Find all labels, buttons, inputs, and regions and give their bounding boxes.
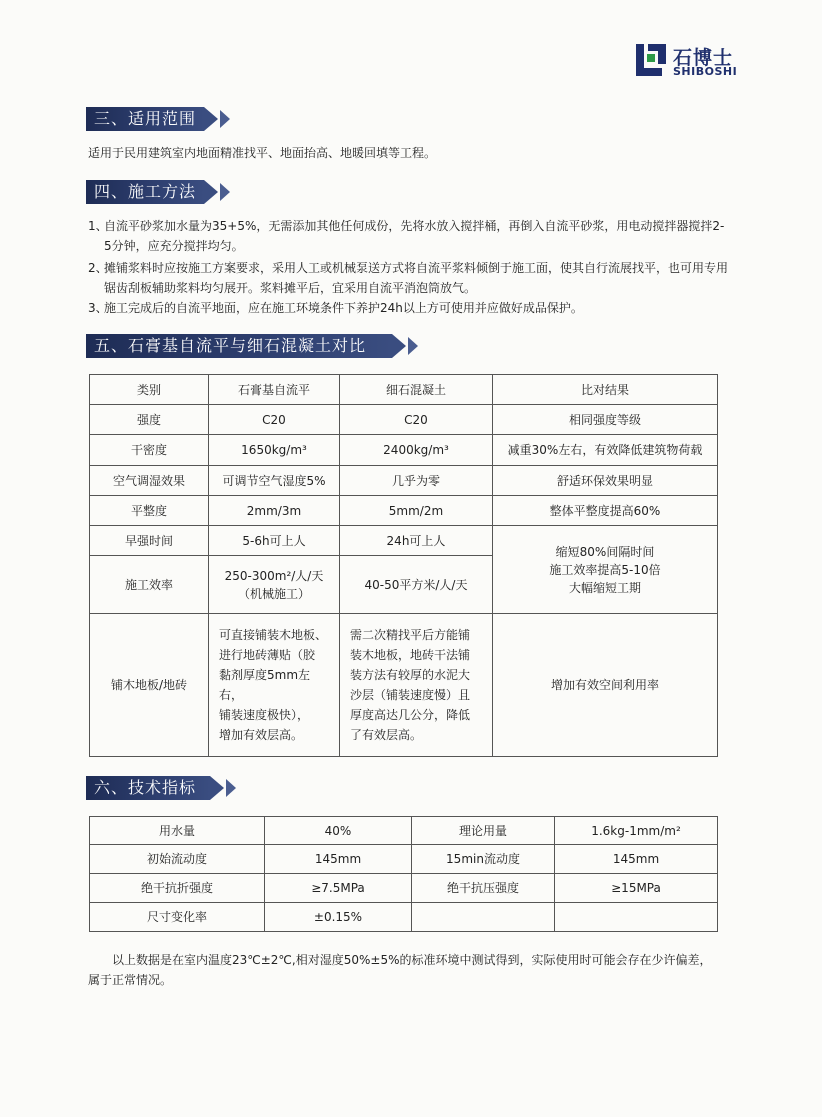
cell-line: （机械施工） (237, 586, 310, 601)
table-row (90, 496, 718, 526)
section-5-title: 五、石膏基自流平与细石混凝土对比 (94, 336, 367, 355)
cell-line: 增加有效层高。 (219, 728, 304, 742)
table-cell: 2mm/3m (209, 496, 340, 526)
table-cell: 舒适环保效果明显 (493, 466, 718, 496)
brand-name-cn: 石博士 (673, 47, 734, 69)
table-row (90, 435, 718, 466)
method-item-text: 摊铺浆料时应按施工方案要求，采用人工或机械泵送方式将自流平浆料倾倒于施工面，使其自行流展找平，也可用专用锯齿刮板辅助浆料均匀展开。浆料摊平后，宜采用自流平消泡筒放气。 (104, 261, 729, 295)
method-item-number: 1、 (88, 219, 108, 233)
table-cell: 5mm/2m (340, 496, 493, 526)
method-item-text: 施工完成后的自流平地面，应在施工环境条件下养护24h以上方可使用并应做好成品保护。 (104, 301, 583, 315)
table-cell: 增加有效空间利用率 (493, 614, 718, 757)
brand-name-en: SHIBOSHI (673, 65, 738, 78)
section-5-header (86, 334, 392, 358)
method-item-number: 3、 (88, 301, 108, 315)
table-cell: 相同强度等级 (493, 405, 718, 435)
table-row (90, 614, 718, 757)
table-cell: ±0.15% (265, 903, 412, 932)
table-cell: 5-6h可上人 (209, 526, 340, 556)
section-4-header (86, 180, 204, 204)
table-cell: 整体平整度提高60% (493, 496, 718, 526)
result-line: 施工效率提高5-10倍 (549, 562, 661, 577)
table-cell: 40-50平方米/人/天 (340, 556, 493, 614)
table-cell: 15min流动度 (412, 845, 555, 874)
brand-logo (636, 44, 738, 78)
section-6-title: 六、技术指标 (94, 778, 197, 797)
table-cell: 145mm (555, 845, 718, 874)
table-cell (555, 903, 718, 932)
cell-line: 可直接铺装木地板、 (219, 628, 328, 642)
cell-line: 装方法有较厚的水泥大 (350, 668, 471, 682)
table-cell: 145mm (265, 845, 412, 874)
table-row (90, 526, 718, 556)
result-line: 缩短80%间隔时间 (555, 544, 655, 559)
section-4-title: 四、施工方法 (94, 182, 197, 201)
section-3-header (86, 107, 204, 131)
table-cell: 初始流动度 (90, 845, 265, 874)
section-3-text: 适用于民用建筑室内地面精准找平、地面抬高、地暖回填等工程。 (88, 146, 437, 160)
cell-line: 沙层（铺装速度慢）且 (350, 688, 471, 702)
table-row (90, 845, 718, 874)
table-cell: 铺木地板/地砖 (90, 614, 209, 757)
method-item-text: 自流平砂浆加水量为35+5%，无需添加其他任何成份，先将水放入搅拌桶，再倒入自流平砂浆，用电动搅拌器搅拌2-5分钟，应充分搅拌均匀。 (104, 219, 725, 253)
method-item-1 (88, 216, 728, 256)
table-row (90, 466, 718, 496)
table-row (90, 874, 718, 903)
table-cell: 减重30%左右，有效降低建筑物荷载 (493, 435, 718, 466)
note-line-2: 属于正常情况。 (88, 973, 173, 987)
table-cell: 24h可上人 (340, 526, 493, 556)
cell-line: 厚度高达几公分，降低 (350, 708, 471, 722)
cell-line: 装木地板，地砖干法铺 (350, 648, 471, 662)
cell-line: 了有效层高。 (350, 728, 423, 742)
cell-line: 250-300m²/人/天 (224, 568, 324, 583)
method-item-3 (88, 298, 728, 318)
table-cell: C20 (340, 405, 493, 435)
table-cell: 可调节空气湿度5% (209, 466, 340, 496)
result-line: 大幅缩短工期 (568, 580, 641, 595)
column-header: 石膏基自流平 (209, 375, 340, 405)
table-cell: 2400kg/m³ (340, 435, 493, 466)
table-row (90, 405, 718, 435)
merged-result-cell (493, 526, 718, 614)
section-3-title: 三、适用范围 (94, 109, 197, 128)
table-cell (340, 614, 493, 757)
table-cell: 1.6kg-1mm/m² (555, 817, 718, 845)
table-cell: 几乎为零 (340, 466, 493, 496)
table-cell: C20 (209, 405, 340, 435)
table-cell: ≥15MPa (555, 874, 718, 903)
table-cell: 理论用量 (412, 817, 555, 845)
table-cell: 1650kg/m³ (209, 435, 340, 466)
table-cell: 用水量 (90, 817, 265, 845)
table-row (90, 817, 718, 845)
table-cell: 绝干抗折强度 (90, 874, 265, 903)
table-cell: 尺寸变化率 (90, 903, 265, 932)
method-item-2 (88, 258, 728, 298)
column-header: 细石混凝土 (340, 375, 493, 405)
table-cell: 干密度 (90, 435, 209, 466)
table-cell: 40% (265, 817, 412, 845)
table-cell: 早强时间 (90, 526, 209, 556)
shiboshi-logo-icon (636, 44, 666, 76)
spec-table (89, 816, 718, 932)
table-cell: ≥7.5MPa (265, 874, 412, 903)
cell-line: 进行地砖薄贴（胶 (219, 648, 316, 662)
table-cell: 绝干抗压强度 (412, 874, 555, 903)
cell-line: 铺装速度极快）， (219, 708, 310, 722)
table-row (90, 903, 718, 932)
method-item-number: 2、 (88, 261, 108, 275)
column-header: 类别 (90, 375, 209, 405)
note-line-1: 以上数据是在室内温度23℃±2℃,相对湿度50%±5%的标准环境中测试得到，实际使用时可能会存在少许偏差， (112, 953, 712, 967)
column-header: 比对结果 (493, 375, 718, 405)
comparison-table (89, 374, 718, 757)
table-cell: 空气调湿效果 (90, 466, 209, 496)
table-cell (412, 903, 555, 932)
table-cell: 施工效率 (90, 556, 209, 614)
section-6-header (86, 776, 210, 800)
cell-line: 黏剂厚度5mm左右， (219, 668, 311, 702)
table-cell: 强度 (90, 405, 209, 435)
table-header-row (90, 375, 718, 405)
table-cell: 平整度 (90, 496, 209, 526)
table-cell (209, 556, 340, 614)
cell-line: 需二次精找平后方能铺 (350, 628, 471, 642)
table-cell (209, 614, 340, 757)
